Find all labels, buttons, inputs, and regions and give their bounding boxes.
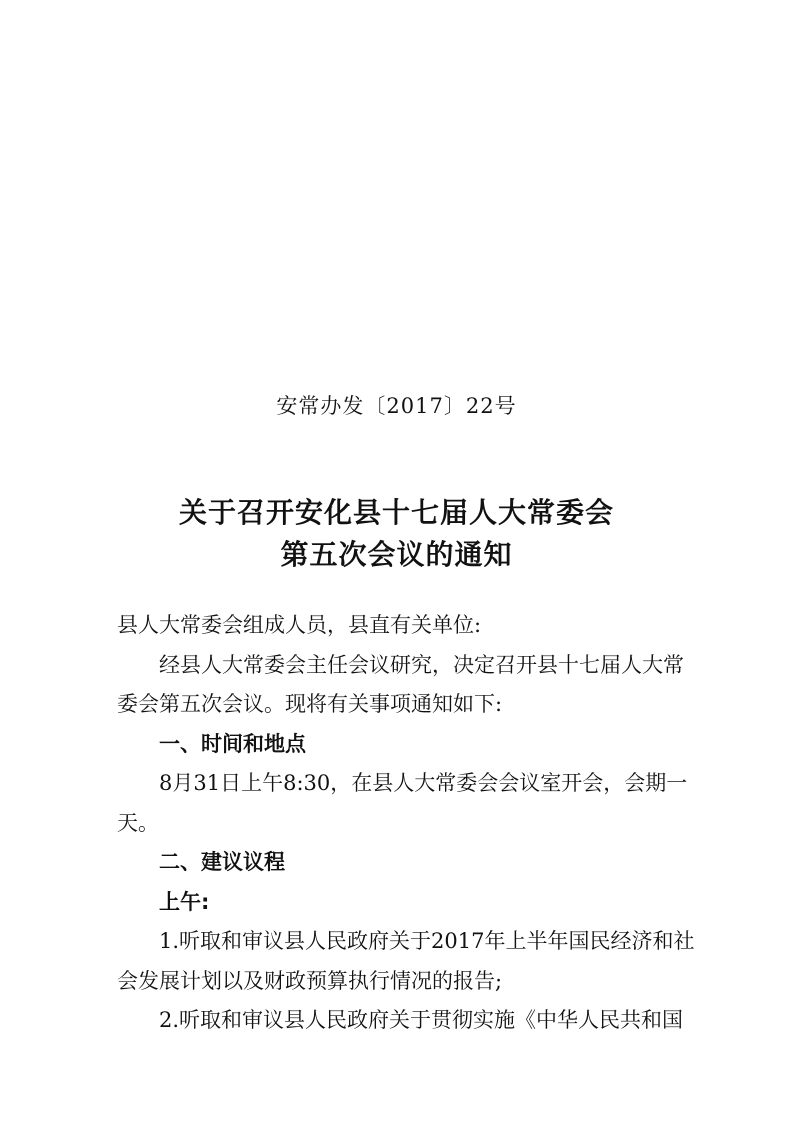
section-1-heading: 一、时间和地点 (159, 731, 306, 756)
section-2-heading: 二、建议议程 (159, 850, 285, 874)
agenda-item-1: 1.听取和审议县人民政府关于2017年上半年国民经济和社会发展计划以及财政预算执行情况的报告; (117, 929, 695, 993)
document-number: 安常办发〔2017〕22号 (276, 394, 517, 418)
section-1-text: 8月31日上午8:30，在县人大常委会会议室开会，会期一天。 (117, 771, 688, 835)
title-line-1: 关于召开安化县十七届人大常委会 (178, 496, 614, 529)
morning-label: 上午: (159, 889, 210, 914)
document-body (117, 606, 697, 1041)
document-title (0, 492, 793, 576)
agenda-item-2: 2.听取和审议县人民政府关于贯彻实施《中华人民共和国 (159, 1008, 684, 1032)
intro-paragraph: 经县人大常委会主任会议研究，决定召开县十七届人大常委会第五次会议。现将有关事项通知如下: (117, 652, 684, 716)
title-line-2: 第五次会议的通知 (280, 538, 513, 571)
salutation: 县人大常委会组成人员，县直有关单位: (117, 613, 482, 637)
